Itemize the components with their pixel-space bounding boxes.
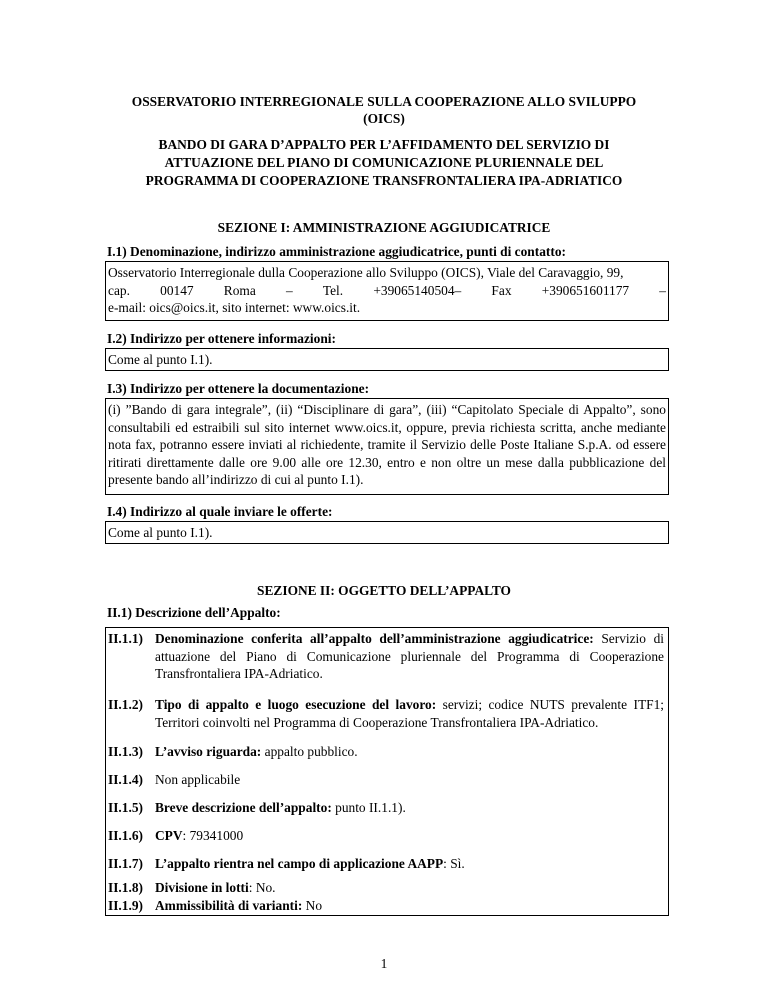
item-text: Non applicabile [155, 772, 241, 787]
section1-title: SEZIONE I: AMMINISTRAZIONE AGGIUDICATRICE [217, 220, 551, 235]
item-number: II.1.5) [108, 800, 143, 815]
doc-title-line3: PROGRAMMA DI COOPERAZIONE TRANSFRONTALIERA IPA-ADRIATICO [145, 173, 623, 188]
item-heading: Divisione in lotti [155, 880, 249, 895]
i1-tel: +39065140504– [373, 282, 462, 298]
ii1-items-box [105, 627, 669, 916]
item-number: II.1.2) [108, 697, 143, 712]
item-heading: Breve descrizione dell’appalto: [155, 800, 332, 815]
item-number: II.1.4) [108, 772, 143, 787]
i1-dash2: – [659, 282, 666, 298]
item-number: II.1.1) [108, 631, 143, 646]
item-text: punto II.1.1). [331, 800, 406, 815]
i1-box [105, 261, 669, 321]
i3-box [105, 398, 669, 495]
item-text: servizi; codice NUTS prevalente ITF1; Territori coinvolti nel Programma di Cooperazione Transfrontaliera IPA-Adriatico. [155, 697, 664, 730]
item-text: appalto pubblico. [261, 744, 358, 759]
i1-zip: 00147 [160, 282, 194, 298]
item-text: : 79341000 [182, 828, 244, 843]
item-number: II.1.3) [108, 744, 143, 759]
section2-title: SEZIONE II: OGGETTO DELL’APPALTO [257, 583, 511, 598]
item-number: II.1.6) [108, 828, 143, 843]
i4-text: Come al punto I.1). [108, 525, 213, 540]
i1-city: Roma [223, 282, 256, 298]
i2-box [105, 348, 669, 371]
i1-cap: cap. [108, 282, 130, 298]
item-heading: Tipo di appalto e luogo esecuzione del lavoro: [155, 697, 437, 712]
item-text: No [302, 898, 323, 913]
item-number: II.1.9) [108, 898, 143, 913]
i1-tel-label: Tel. [322, 282, 344, 298]
i1-fax-label: Fax [491, 282, 512, 298]
item-heading: Ammissibilità di varianti: [155, 898, 303, 913]
i2-label: I.2) Indirizzo per ottenere informazioni: [107, 331, 336, 346]
i3-label: I.3) Indirizzo per ottenere la documentazione: [107, 381, 370, 396]
org-name: OSSERVATORIO INTERREGIONALE SULLA COOPERAZIONE ALLO SVILUPPO [131, 94, 637, 109]
item-ii-1-6 [108, 827, 664, 845]
item-heading: L’appalto rientra nel campo di applicazione AAPP [155, 856, 444, 871]
item-ii-1-5 [108, 799, 664, 817]
i4-label: I.4) Indirizzo al quale inviare le offerte: [107, 504, 333, 519]
i2-text: Come al punto I.1). [108, 352, 213, 367]
i1-fax: +390651601177 [541, 282, 630, 298]
item-number: II.1.7) [108, 856, 143, 871]
item-text: Servizio di attuazione del Piano di Comunicazione pluriennale del Programma di Cooperazione Transfrontaliera IPA-Adriatico. [155, 631, 664, 681]
item-heading: Denominazione conferita all’appalto dell’amministrazione aggiudicatrice: [155, 631, 594, 646]
i3-text: (i) ”Bando di gara integrale”, (ii) “Disciplinare di gara”, (iii) “Capitolato Speciale di Appalto”, sono consultabili ed estraibili sul sito internet www.oics.it, oppure, previa richiesta scritta, anche mediante nota fax, potranno essere inviati al richiedente, tramite il Servizio delle Poste Italiane S.p.A. od essere ritirati direttamente dalle ore 9.00 alle ore 12.30, entro e non oltre un mese dalla pubblicazione del presente bando all’indirizzo di cui al punto I.1). [108, 402, 666, 487]
org-acronym: (OICS) [363, 111, 405, 126]
i1-line3: e-mail: oics@oics.it, sito internet: www.oics.it. [108, 300, 361, 315]
i1-line2 [108, 282, 666, 300]
item-heading: CPV [155, 828, 183, 843]
i1-line1: Osservatorio Interregionale dulla Cooperazione allo Sviluppo (OICS), Viale del Caravaggio, 99, [108, 265, 624, 280]
doc-title-line1: BANDO DI GARA D’APPALTO PER L’AFFIDAMENTO DEL SERVIZIO DI [158, 137, 610, 152]
item-number: II.1.8) [108, 880, 143, 895]
item-ii-1-2 [108, 696, 664, 731]
item-ii-1-7 [108, 855, 664, 873]
item-text: : No. [248, 880, 276, 895]
item-heading: L’avviso riguarda: [155, 744, 262, 759]
ii1-label: II.1) Descrizione dell’Appalto: [107, 605, 281, 620]
item-ii-1-3 [108, 743, 664, 761]
item-ii-1-9 [108, 897, 664, 915]
i1-label: I.1) Denominazione, indirizzo amministrazione aggiudicatrice, punti di contatto: [107, 244, 566, 259]
page-number: 1 [380, 956, 388, 971]
item-ii-1-8 [108, 879, 664, 897]
item-ii-1-1 [108, 630, 664, 683]
item-text: : Sì. [443, 856, 465, 871]
i1-dash1: – [285, 282, 293, 298]
i4-box [105, 521, 669, 544]
item-ii-1-4 [108, 771, 664, 789]
doc-title-line2: ATTUAZIONE DEL PIANO DI COMUNICAZIONE PLURIENNALE DEL [164, 155, 604, 170]
